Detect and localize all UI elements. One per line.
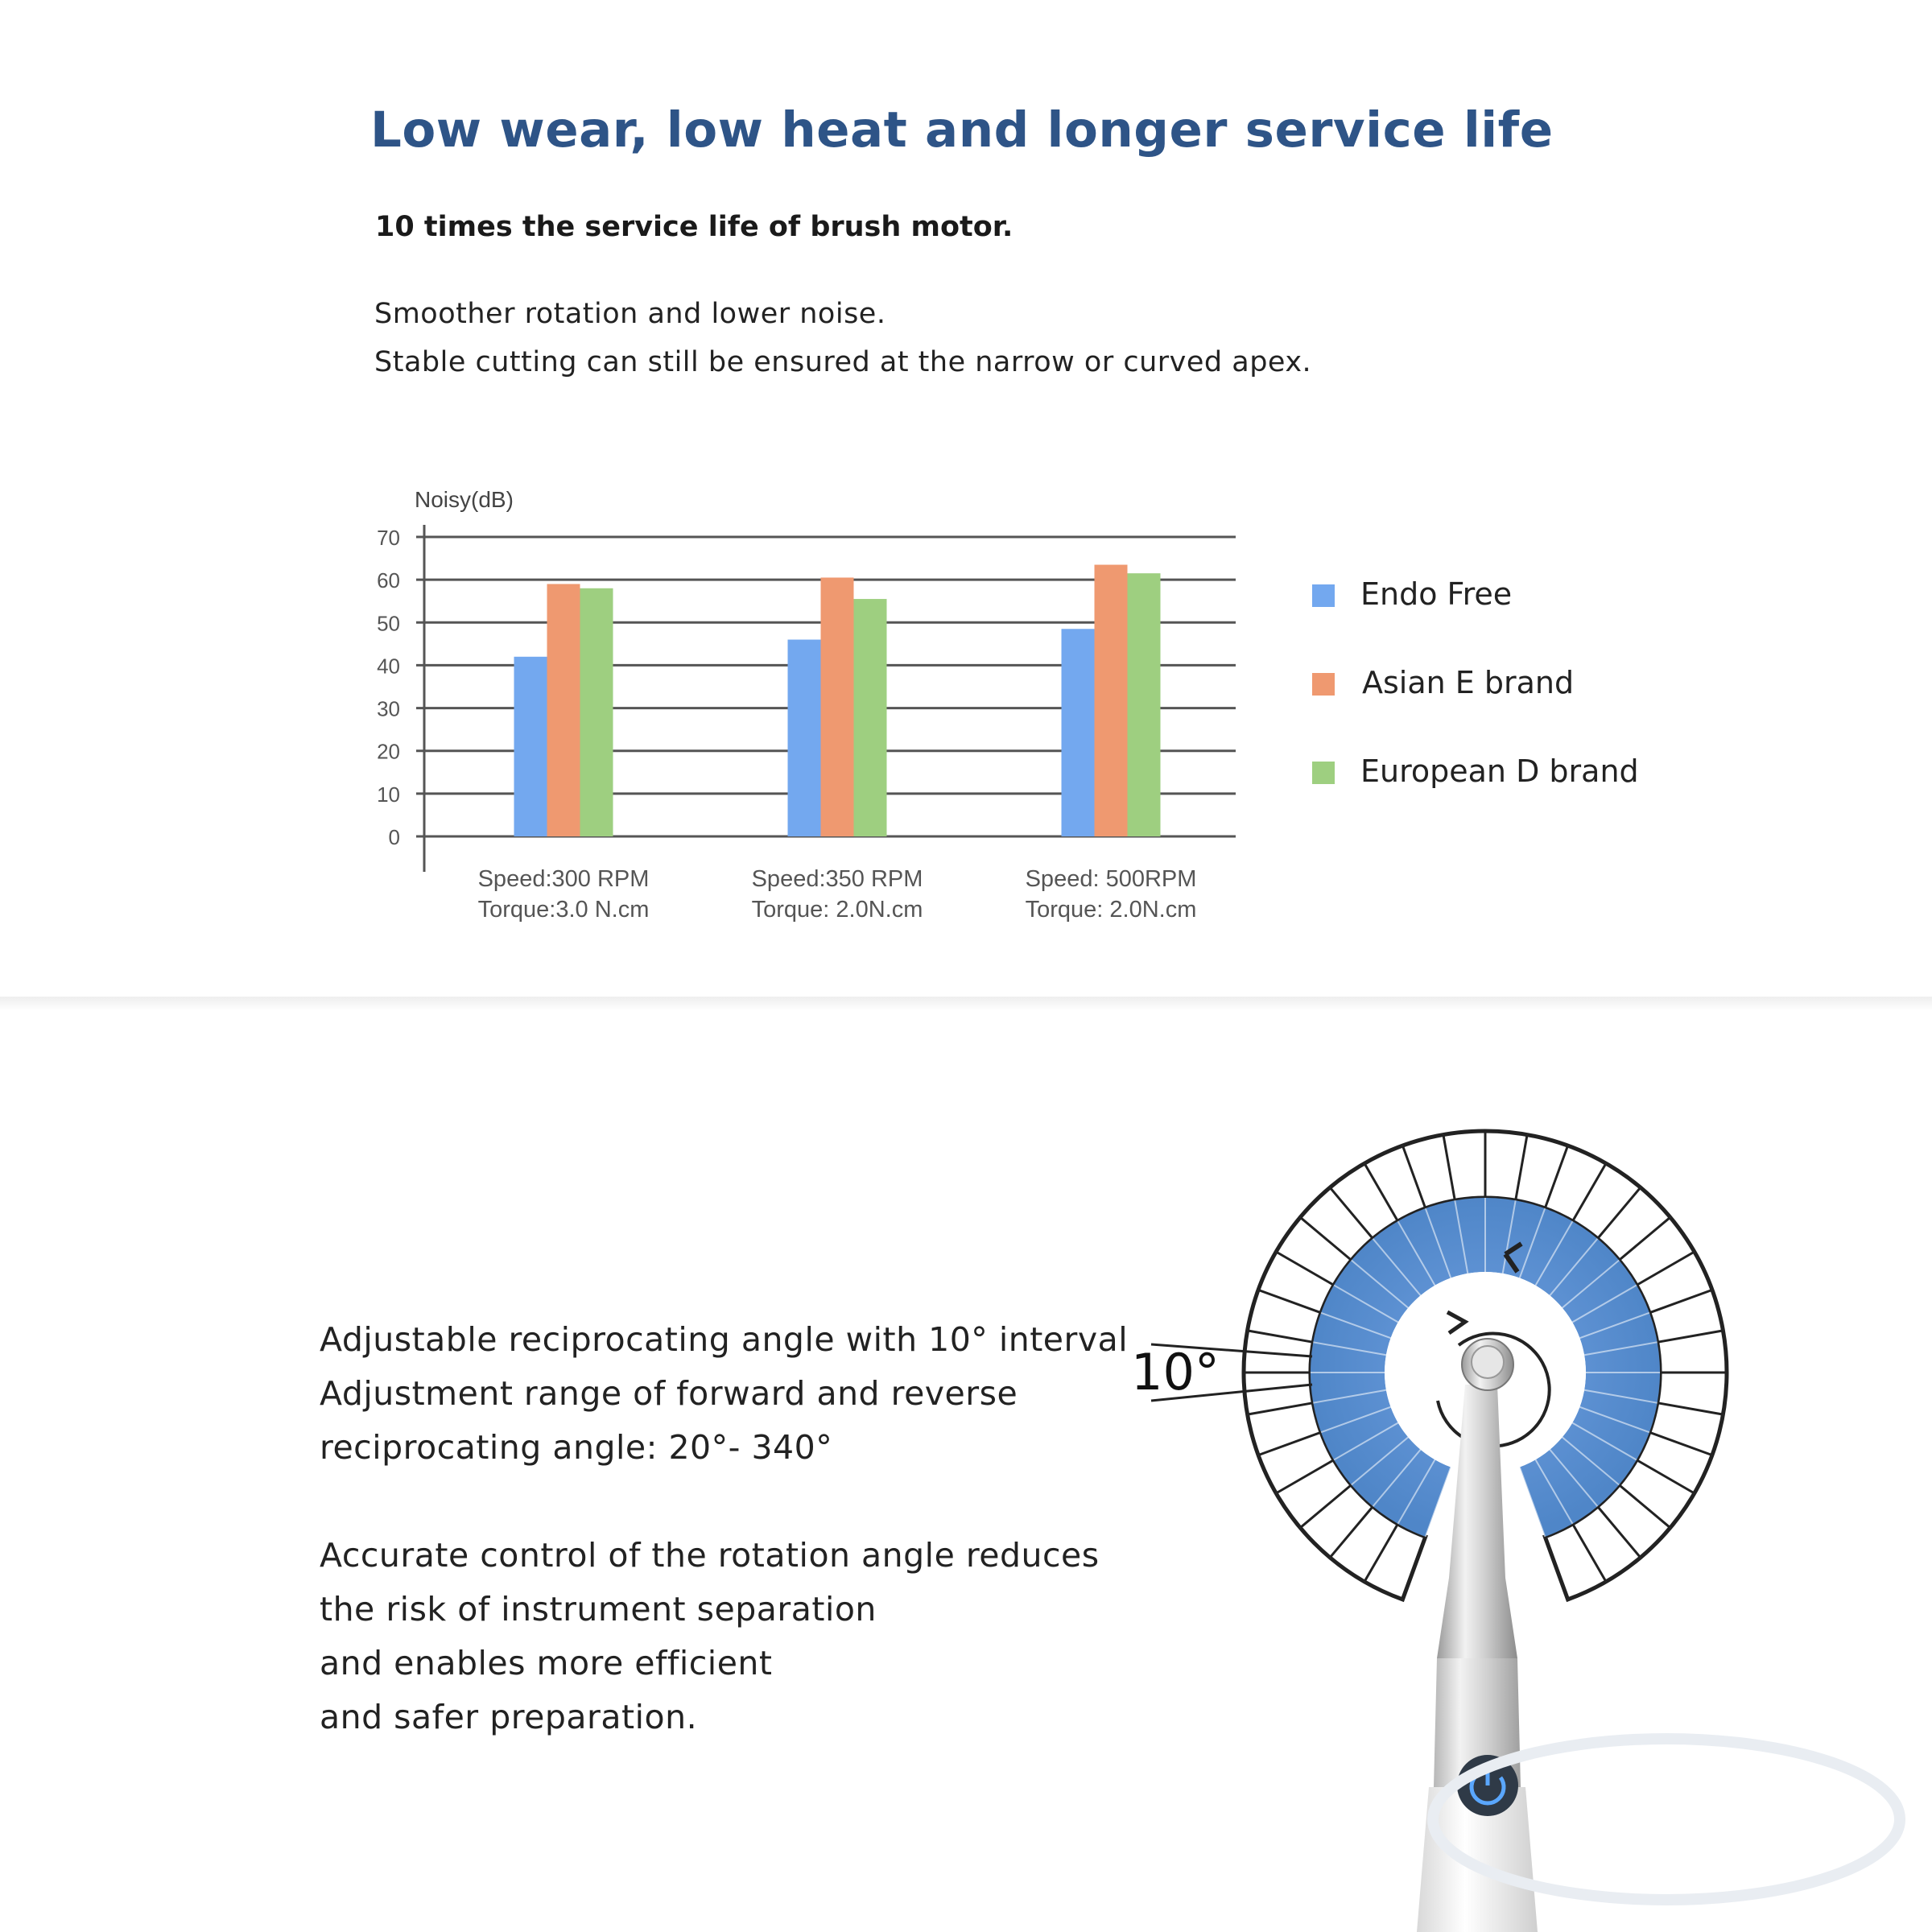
noise-bar-chart [0, 0, 1256, 950]
bar-asian-e-brand [821, 577, 854, 836]
x-tick-label: Torque:3.0 N.cm [477, 897, 650, 923]
handpiece-head-cap [1472, 1346, 1504, 1378]
legend-label: European D brand [1360, 753, 1639, 789]
bar-european-d-brand [854, 599, 887, 836]
x-tick-label: Speed:300 RPM [477, 866, 650, 892]
bar-endo-free [514, 657, 547, 836]
y-tick-label: 30 [377, 696, 400, 721]
bar-asian-e-brand [547, 584, 580, 836]
feature-line: the risk of instrument separation [320, 1590, 877, 1629]
bar-european-d-brand [580, 588, 613, 836]
feature-line: Accurate control of the rotation angle reduces [320, 1536, 1100, 1575]
description-line: Smoother rotation and lower noise. [374, 298, 886, 330]
feature-line: and enables more efficient [320, 1644, 773, 1682]
x-tick-label: Speed:350 RPM [751, 866, 923, 892]
y-tick-label: 20 [377, 739, 400, 764]
y-tick-label: 10 [377, 782, 400, 807]
y-tick-label: 60 [377, 568, 400, 593]
x-tick-label: Torque: 2.0N.cm [1025, 897, 1197, 923]
legend-label: Asian E brand [1362, 665, 1575, 700]
bar-european-d-brand [1128, 573, 1161, 836]
bar-endo-free [788, 640, 821, 836]
handpiece-angle-illustration [1111, 1111, 1916, 1932]
feature-line: reciprocating angle: 20°- 340° [320, 1428, 833, 1467]
feature-line: Adjustable reciprocating angle with 10° interval [320, 1320, 1129, 1359]
subtitle: 10 times the service life of brush motor. [375, 211, 1013, 243]
bar-asian-e-brand [1095, 565, 1128, 836]
y-axis-label: Noisy(dB) [415, 487, 514, 512]
legend-swatch [1312, 762, 1335, 784]
page-title: Low wear, low heat and longer service life [370, 101, 1554, 159]
legend-swatch [1312, 584, 1335, 607]
y-tick-label: 0 [388, 825, 400, 849]
angle-label: 10° [1131, 1343, 1220, 1402]
section-divider [0, 997, 1932, 1011]
y-tick-label: 50 [377, 611, 400, 636]
bar-endo-free [1062, 629, 1095, 836]
y-tick-label: 70 [377, 526, 400, 550]
chart-bars [514, 565, 1161, 836]
feature-line: Adjustment range of forward and reverse [320, 1374, 1018, 1413]
x-tick-label: Speed: 500RPM [1025, 866, 1197, 892]
feature-line: and safer preparation. [320, 1698, 698, 1736]
x-tick-label: Torque: 2.0N.cm [751, 897, 923, 923]
y-tick-label: 40 [377, 654, 400, 679]
legend-label: Endo Free [1360, 576, 1513, 612]
description-line: Stable cutting can still be ensured at the narrow or curved apex. [374, 346, 1312, 378]
legend-swatch [1312, 673, 1335, 696]
